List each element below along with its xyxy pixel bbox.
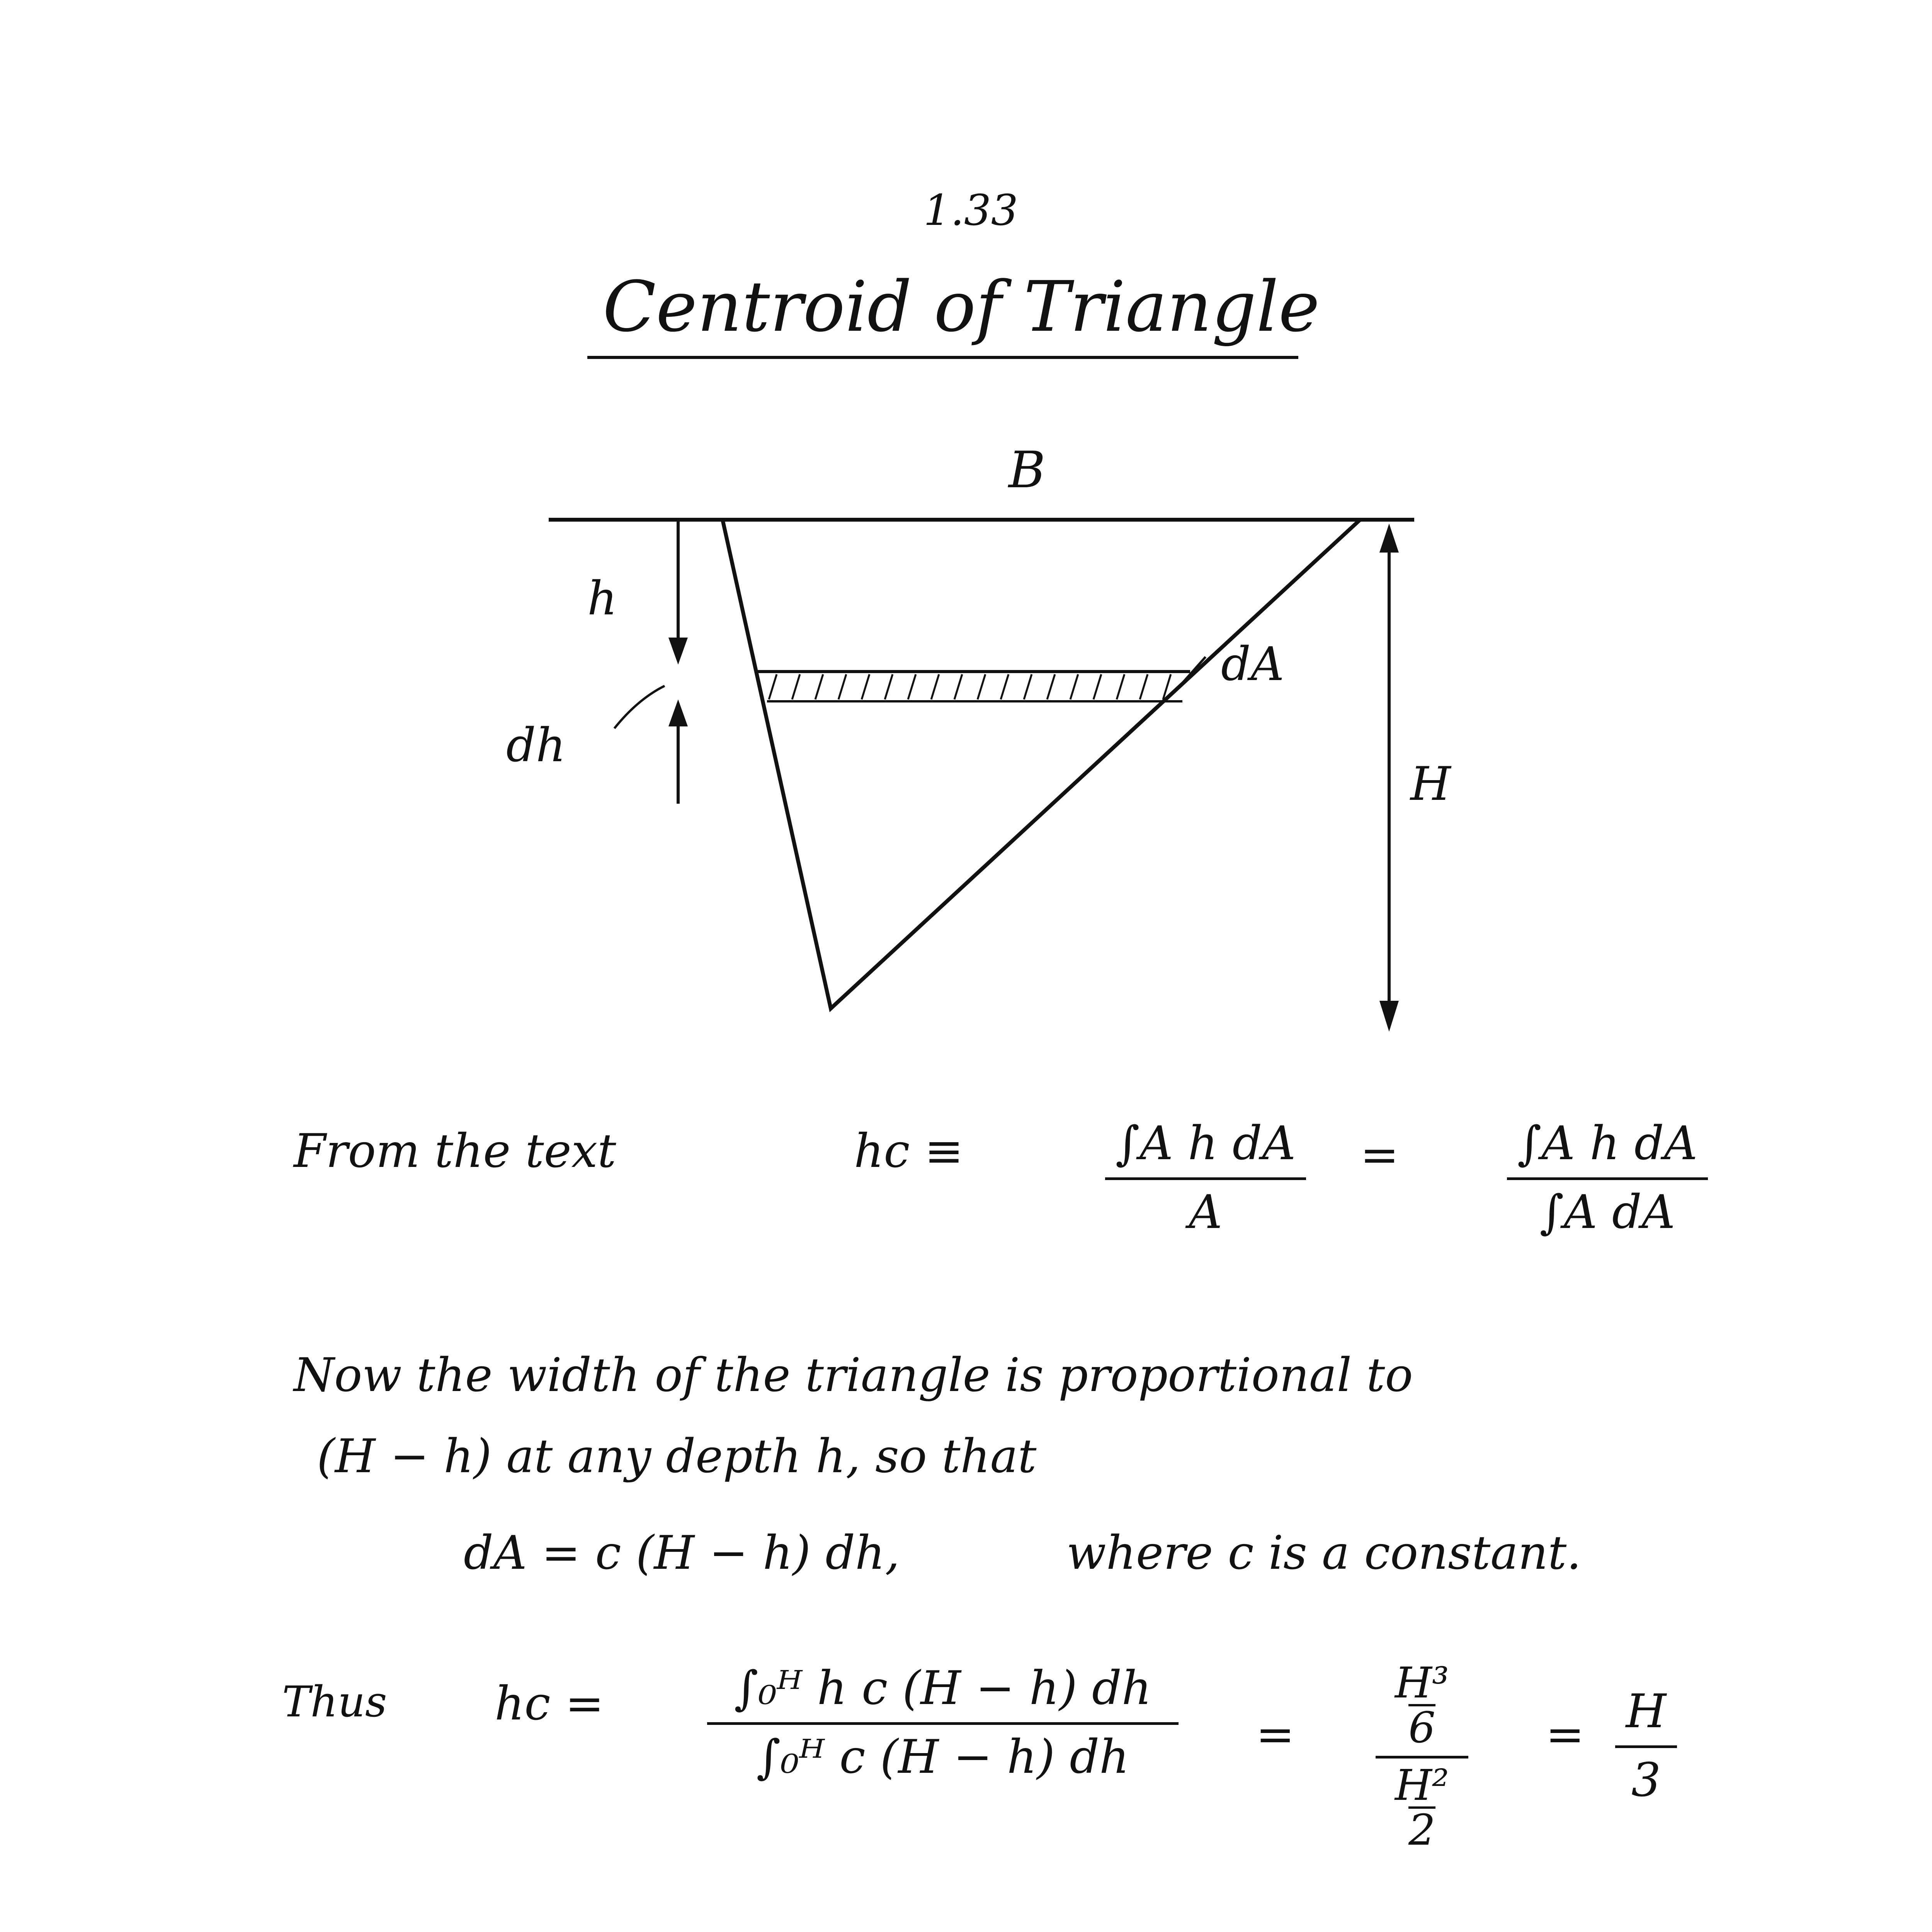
- fraction-4: [1376, 1658, 1468, 1855]
- dA-equation: dA = c (H − h) dh,: [464, 1526, 900, 1580]
- fraction-3: [707, 1662, 1179, 1784]
- dh-leader: [614, 686, 665, 728]
- fraction-4-num-bottom: 6: [1408, 1703, 1435, 1752]
- label-dA: dA: [1221, 638, 1284, 691]
- H-arrow-head-bottom: [1379, 1001, 1399, 1032]
- fraction-bar: [1507, 1177, 1708, 1180]
- fraction-5: [1615, 1685, 1677, 1807]
- text-line-1: Now the width of the triangle is proportional to: [294, 1349, 1413, 1402]
- fraction-2: [1507, 1117, 1708, 1239]
- equals-sign: =: [1256, 1708, 1295, 1762]
- fraction-4-den-top: H²: [1395, 1760, 1449, 1810]
- page-title: Centroid of Triangle: [603, 267, 1320, 347]
- equals-sign: =: [1546, 1708, 1585, 1762]
- label-H: H: [1410, 757, 1451, 811]
- fraction-bar: [1105, 1177, 1306, 1180]
- fraction-5-denominator: 3: [1631, 1753, 1661, 1807]
- equals-sign: =: [1360, 1128, 1399, 1182]
- hc-thus: hc =: [495, 1677, 604, 1731]
- triangle-outline: [723, 520, 1360, 1009]
- strip-hatching: [769, 674, 1171, 699]
- fraction-bar: [707, 1722, 1179, 1725]
- h-arrow-head: [668, 638, 688, 665]
- fraction-5-numerator: H: [1626, 1685, 1667, 1738]
- label-h: h: [587, 572, 617, 626]
- fraction-2-numerator: ∫A h dA: [1517, 1117, 1698, 1170]
- where-text: where c is a constant.: [1066, 1526, 1582, 1580]
- thus-label: Thus: [282, 1677, 387, 1726]
- fraction-3-numerator: ∫₀ᴴ h c (H − h) dh: [734, 1662, 1152, 1715]
- fraction-3-denominator: ∫₀ᴴ c (H − h) dh: [756, 1730, 1129, 1784]
- fraction-1-numerator: ∫A h dA: [1115, 1117, 1296, 1170]
- fraction-2-denominator: ∫A dA: [1539, 1185, 1675, 1239]
- H-arrow-head-top: [1379, 524, 1399, 553]
- fraction-1-denominator: A: [1189, 1185, 1223, 1239]
- label-dh: dh: [506, 719, 566, 772]
- intro-text: From the text: [294, 1124, 616, 1178]
- fraction-4-den-bottom: 2: [1408, 1805, 1435, 1855]
- fraction-bar: [1376, 1756, 1468, 1759]
- fraction-bar: [1615, 1745, 1677, 1748]
- dh-arrow-head: [668, 699, 688, 726]
- hc-definition: hc ≡: [854, 1124, 964, 1178]
- fraction-1: [1105, 1117, 1306, 1239]
- text-line-2: (H − h) at any depth h, so that: [317, 1430, 1037, 1483]
- dA-leader: [1175, 657, 1206, 692]
- fraction-4-denominator: [1395, 1760, 1449, 1855]
- problem-number: 1.33: [923, 185, 1018, 235]
- fraction-4-numerator: [1395, 1658, 1449, 1752]
- label-B: B: [1009, 440, 1046, 499]
- fraction-4-num-top: H³: [1395, 1658, 1449, 1708]
